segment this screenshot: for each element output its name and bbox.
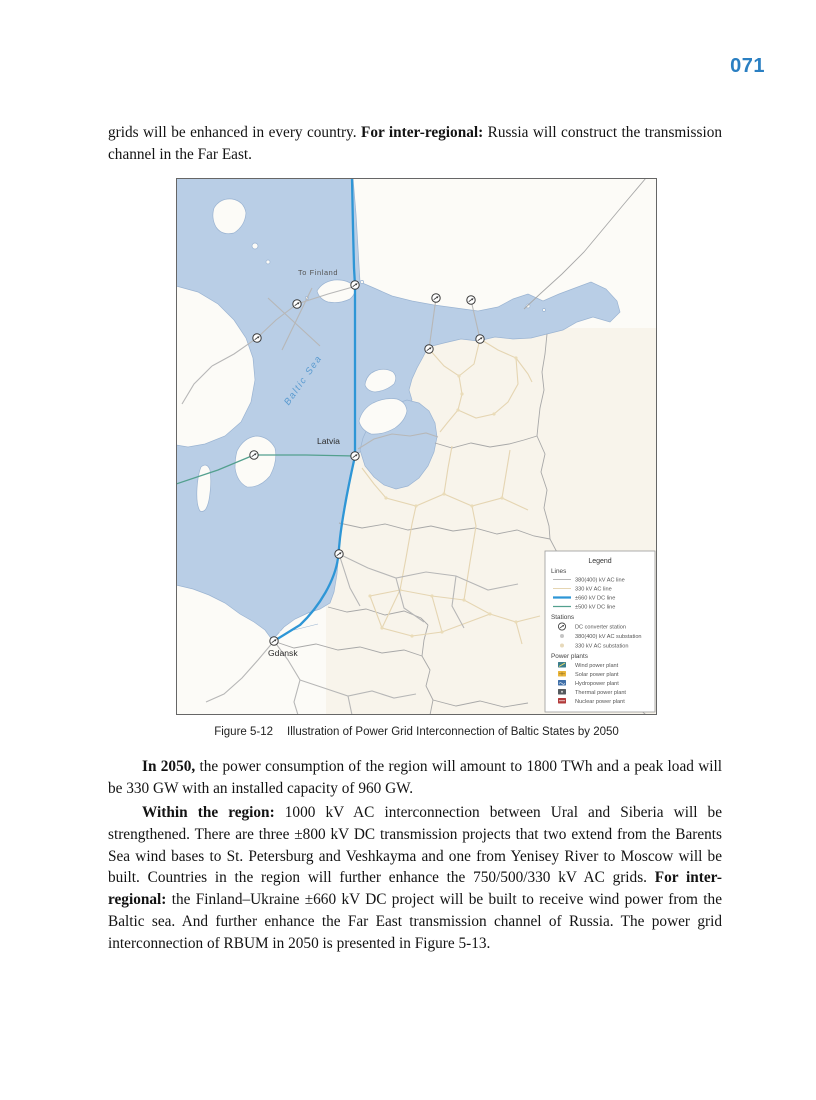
label-baltic-sea: Baltic Sea	[282, 353, 325, 408]
legend-station-380: 380(400) kV AC substation	[575, 634, 642, 640]
body-paragraph-2: In 2050, the power consumption of the region will amount to 1800 TWh and a peak load will be 330 GW with an installed capacity of 960 GW.	[108, 758, 722, 797]
figure-caption-text: Illustration of Power Grid Interconnection of Baltic States by 2050	[287, 726, 619, 738]
label-to-finland: To Finland	[298, 268, 339, 277]
legend-station-converter: DC converter station	[575, 624, 626, 631]
legend-plant-solar: Solar power plant	[575, 672, 619, 678]
legend-plant-wind: Wind power plant	[575, 663, 619, 669]
figure-map	[176, 178, 657, 715]
map-legend	[545, 551, 655, 712]
legend-station-330: 330 kV AC substation	[575, 643, 629, 650]
legend-title: Legend	[588, 558, 612, 565]
page-number: 071	[730, 55, 765, 77]
body-paragraph-3: Within the region: 1000 kV AC interconnection between Ural and Siberia will be strengthened. There are three ±800 kV DC transmission projects that two extend from the Barents Sea wind bases to St. Petersburg and Veshkayma and one from Yenisey River to Moscow will be built. Countries in the region will further enhance the 750/500/330 kV AC grids. For inter-regional: the Finland–Ukraine ±660 kV DC project will be built to receive wind power from the Baltic sea. And further enhance the Far East transmission channel of Russia. The power grid interconnection of RBUM in 2050 is presented in Figure 5-13.	[108, 804, 722, 952]
legend-lines-header: Lines	[551, 568, 567, 575]
label-gdansk: Gdansk	[268, 648, 298, 658]
legend-line-330: 330 kV AC line	[575, 586, 612, 593]
label-latvia: Latvia	[317, 436, 340, 446]
legend-stations-header: Stations	[551, 614, 575, 621]
figure-caption	[176, 726, 657, 738]
hydro-plant-icon	[558, 680, 566, 686]
legend-plant-thermal: Thermal power plant	[575, 690, 626, 696]
map-svg	[176, 178, 657, 715]
legend-line-660: ±660 kV DC line	[575, 595, 616, 602]
legend-plants-header: Power plants	[551, 653, 588, 660]
body-paragraph-1: grids will be enhanced in every country. For inter-regional: Russia will construct the transmission channel in the Far East.	[108, 124, 722, 163]
legend-line-380: 380(400) kV AC line	[575, 577, 625, 584]
legend-line-500: ±500 kV DC line	[575, 604, 616, 611]
figure-caption-label: Figure 5-12	[214, 726, 274, 738]
legend-plant-hydro: Hydropower plant	[575, 681, 619, 687]
legend-plant-nuclear: Nuclear power plant	[575, 699, 625, 705]
